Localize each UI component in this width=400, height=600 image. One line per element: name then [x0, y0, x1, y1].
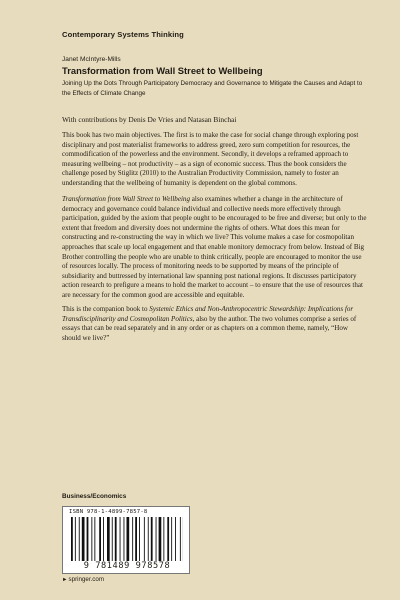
book-title: Transformation from Wall Street to Wellbeing: [62, 65, 263, 76]
website-text: springer.com: [68, 576, 104, 583]
author-name: Janet McIntyre-Mills: [62, 56, 121, 63]
blurb-paragraph-3-title: Systemic Ethics and Non-Anthropocentric Stewardship: Implications for Transdisciplinarity and Cosmopolitan Politics: [62, 305, 354, 323]
barcode: [62, 506, 190, 574]
book-subtitle: Joining Up the Dots Through Participatory Democracy and Governance to Mitigate the Causes and Adapt to the Effects of Climate Change: [62, 80, 363, 98]
category-label: Business/Economics: [62, 493, 127, 500]
blurb-paragraph-1: This book has two main objectives. The first is to make the case for social change through exploring post disciplinary and post materialist frameworks to address greed, zero sum competition for resources, the commodification of the powerless and the environment. Secondly, it develops a reframed approach to measuring wellbeing – not productivity – as a sign of economic success. Thus the book considers the challenge posed by Stiglitz (2010) to the Australian Productivity Commission, namely to foster an understanding that the wellbeing of humanity is dependent on the global commons.: [62, 131, 359, 187]
blurb-paragraph-3-start: This is the companion book to: [62, 305, 150, 314]
blurb-paragraph-2-title: Transformation from Wall Street to Wellbeing: [62, 195, 190, 204]
isbn-digits: 9 781489 978578: [83, 561, 171, 571]
blurb-paragraph-2-text: also examines whether a change in the architecture of democracy and governance could balance individual and collective needs more effectively through participation, guided by the axiom that people ought to be encouraged to be free and diverse; but only to the extent that freedom and diversity does not undermine the rights of others. What does this mean for constructing and re-constructing the way in which we live? This volume makes a case for cosmopolitan approaches that scale up local engagement and that enable monitory democracy from below. Instead of Big Brother controlling the people who are unable to think critically, people are encouraged to monitor the use of resources locally. The process of monitoring needs to be supported by means of the principle of subsidiarity and buttressed by international law spanning post national regions. It discusses participatory action research to prefigure a means to hold the market to account – to ensure that the use of resources that are necessary for the common good are accessible and equitable.: [62, 195, 367, 299]
isbn-label: ISBN 978-1-4899-7857-8: [69, 509, 148, 515]
blurb-paragraph-2: [62, 195, 368, 300]
blurb-paragraph-3: [62, 305, 368, 343]
barcode-bars: [71, 517, 183, 561]
blurb-paragraph-3-end: , also by the author. The two volumes comprise a series of essays that can be read separately and in any order or as chapters on a common theme, namely, “How should we live?”: [62, 314, 357, 342]
arrow-icon: ►: [62, 577, 68, 583]
contributors-line: With contributions by Denis De Vries and Natasan Binchai: [62, 115, 237, 124]
blurb-body: [62, 131, 368, 350]
publisher-website: [62, 576, 104, 583]
series-title: Contemporary Systems Thinking: [62, 30, 184, 39]
